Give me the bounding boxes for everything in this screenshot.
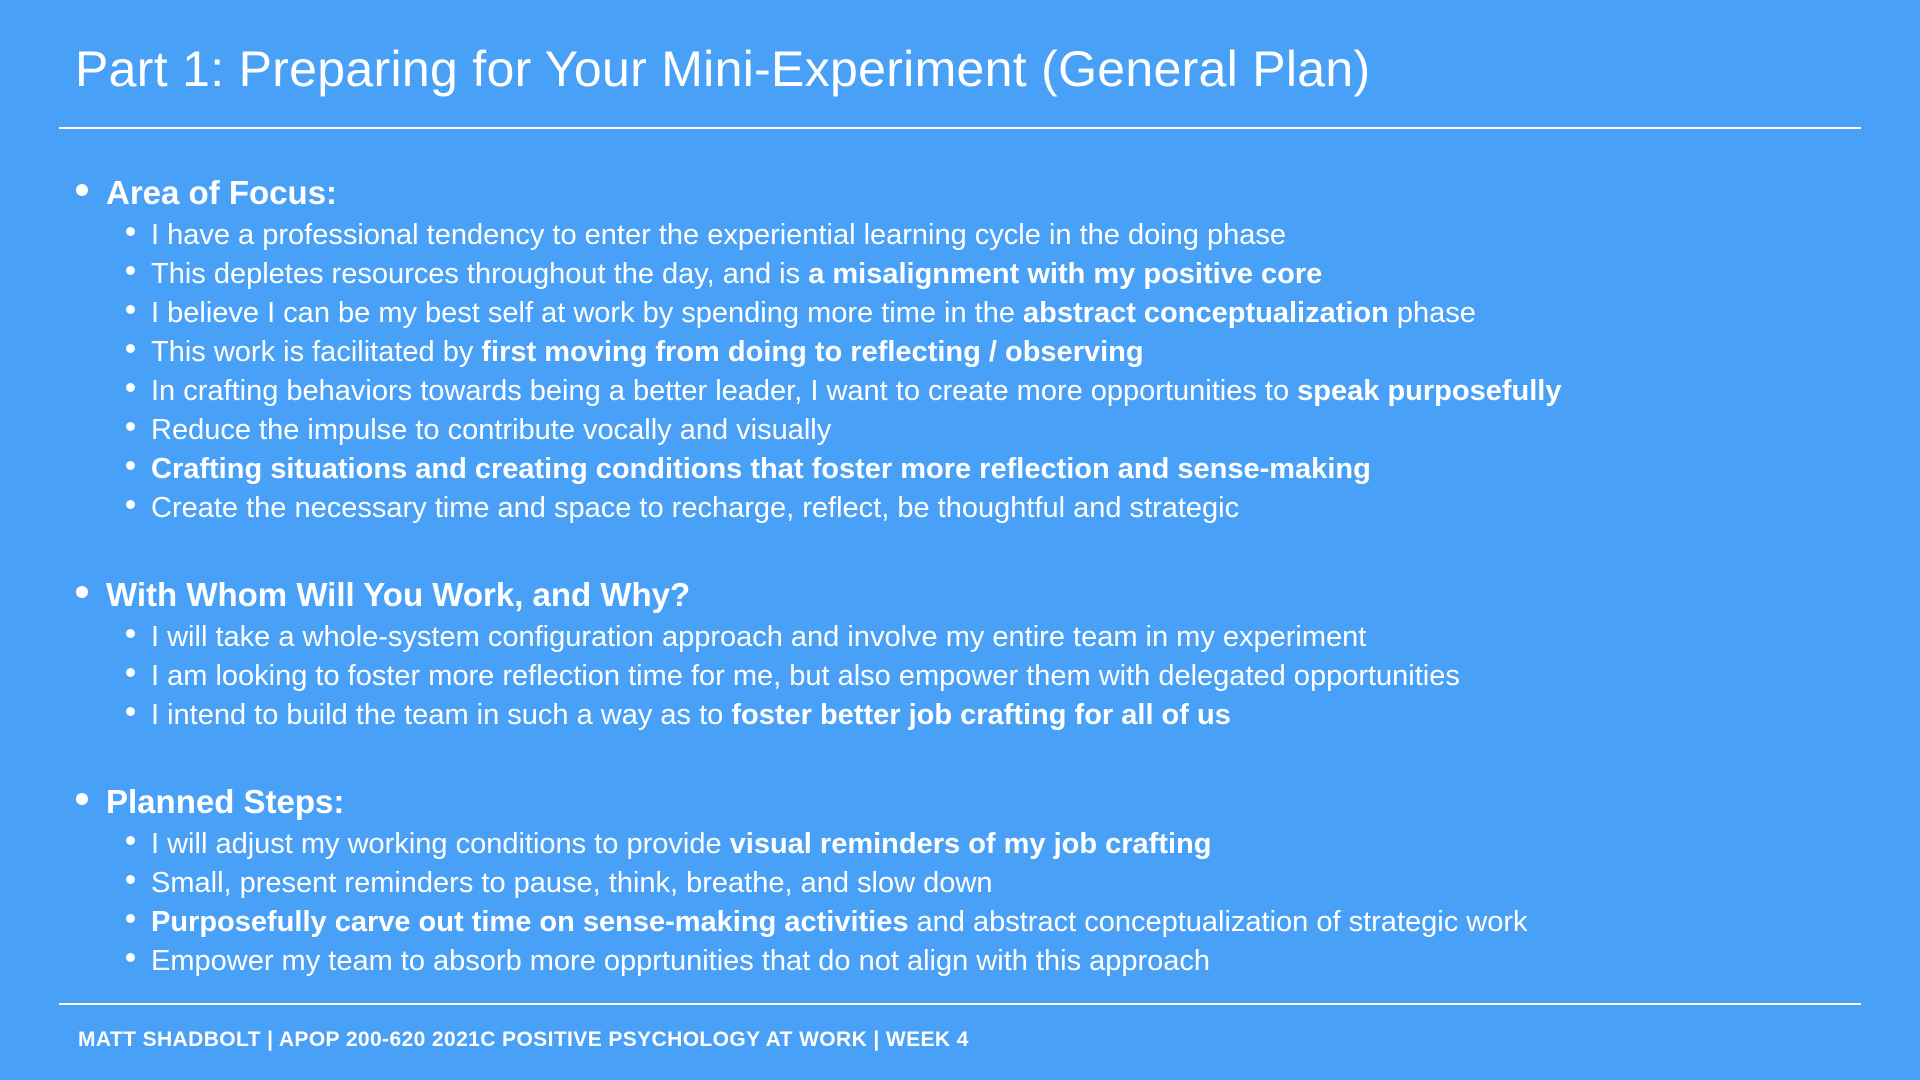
list-item	[126, 903, 1866, 942]
slide-title: Part 1: Preparing for Your Mini-Experiment (General Plan)	[75, 41, 1371, 97]
bullet-icon	[126, 500, 135, 509]
bullet-icon	[126, 668, 135, 677]
item-text: I will adjust my working conditions to provide	[151, 828, 730, 860]
bullet-list	[76, 216, 1866, 528]
item-text: I am looking to foster more reflection time for me, but also empower them with delegated opportunities	[151, 660, 1460, 692]
slide-footer: MATT SHADBOLT | APOP 200-620 2021C POSITIVE PSYCHOLOGY AT WORK | WEEK 4	[78, 1028, 969, 1051]
item-bold-text: a misalignment with my positive core	[808, 258, 1323, 290]
list-item	[126, 864, 1866, 903]
list-item	[126, 696, 1866, 735]
list-item	[126, 489, 1866, 528]
slide-content	[76, 170, 1866, 981]
list-item	[126, 942, 1866, 981]
bullet-icon	[76, 793, 88, 805]
footer-divider	[59, 1003, 1861, 1005]
section-heading-text: With Whom Will You Work, and Why?	[106, 576, 691, 613]
list-item	[126, 450, 1866, 489]
item-text: This depletes resources throughout the day, and is	[151, 258, 809, 290]
list-item	[126, 333, 1866, 372]
bullet-icon	[126, 383, 135, 392]
list-item	[126, 255, 1866, 294]
bullet-icon	[126, 461, 135, 470]
bullet-icon	[126, 953, 135, 962]
item-text: In crafting behaviors towards being a better leader, I want to create more opportunities to	[151, 375, 1298, 407]
item-bold-text: foster better job crafting for all of us	[731, 699, 1231, 731]
item-bold-text: first moving from doing to reflecting / observing	[481, 336, 1144, 368]
item-bold-text: Purposefully carve out time on sense-making activities	[151, 906, 909, 938]
section-heading-text: Area of Focus:	[106, 174, 338, 211]
bullet-list	[76, 825, 1866, 981]
item-bold-text: visual reminders of my job crafting	[729, 828, 1212, 860]
section-planned-steps	[76, 779, 1866, 981]
item-text: Reduce the impulse to contribute vocally and visually	[151, 414, 832, 446]
bullet-icon	[126, 875, 135, 884]
item-text: I believe I can be my best self at work by spending more time in the	[151, 297, 1024, 329]
bullet-icon	[126, 266, 135, 275]
title-divider	[59, 127, 1861, 129]
bullet-icon	[126, 422, 135, 431]
item-text: Empower my team to absorb more opprtunities that do not align with this approach	[151, 945, 1211, 977]
list-item	[126, 294, 1866, 333]
item-bold-text: Crafting situations and creating conditions that foster more reflection and sense-making	[151, 453, 1371, 485]
list-item	[126, 657, 1866, 696]
bullet-list	[76, 618, 1866, 735]
bullet-icon	[76, 184, 88, 196]
section-heading	[76, 572, 1866, 618]
list-item	[126, 372, 1866, 411]
section-heading	[76, 170, 1866, 216]
item-text: I have a professional tendency to enter the experiential learning cycle in the doing phase	[151, 219, 1286, 251]
list-item	[126, 825, 1866, 864]
list-item	[126, 411, 1866, 450]
bullet-icon	[126, 836, 135, 845]
item-bold-text: speak purposefully	[1297, 375, 1562, 407]
section-with-whom	[76, 572, 1866, 735]
list-item	[126, 216, 1866, 255]
section-area-of-focus	[76, 170, 1866, 528]
bullet-icon	[126, 227, 135, 236]
item-text: I intend to build the team in such a way as to	[151, 699, 732, 731]
bullet-icon	[126, 344, 135, 353]
item-text-after: phase	[1388, 297, 1476, 329]
item-text: Small, present reminders to pause, think, breathe, and slow down	[151, 867, 993, 899]
item-text: This work is facilitated by	[151, 336, 482, 368]
bullet-icon	[126, 629, 135, 638]
bullet-icon	[126, 305, 135, 314]
item-text: I will take a whole-system configuration approach and involve my entire team in my experiment	[151, 621, 1367, 653]
section-heading	[76, 779, 1866, 825]
bullet-icon	[126, 707, 135, 716]
list-item	[126, 618, 1866, 657]
item-bold-text: abstract conceptualization	[1023, 297, 1389, 329]
bullet-icon	[76, 586, 88, 598]
bullet-icon	[126, 914, 135, 923]
section-heading-text: Planned Steps:	[106, 783, 345, 820]
item-text-after: and abstract conceptualization of strategic work	[908, 906, 1528, 938]
item-text: Create the necessary time and space to recharge, reflect, be thoughtful and strategic	[151, 492, 1240, 524]
